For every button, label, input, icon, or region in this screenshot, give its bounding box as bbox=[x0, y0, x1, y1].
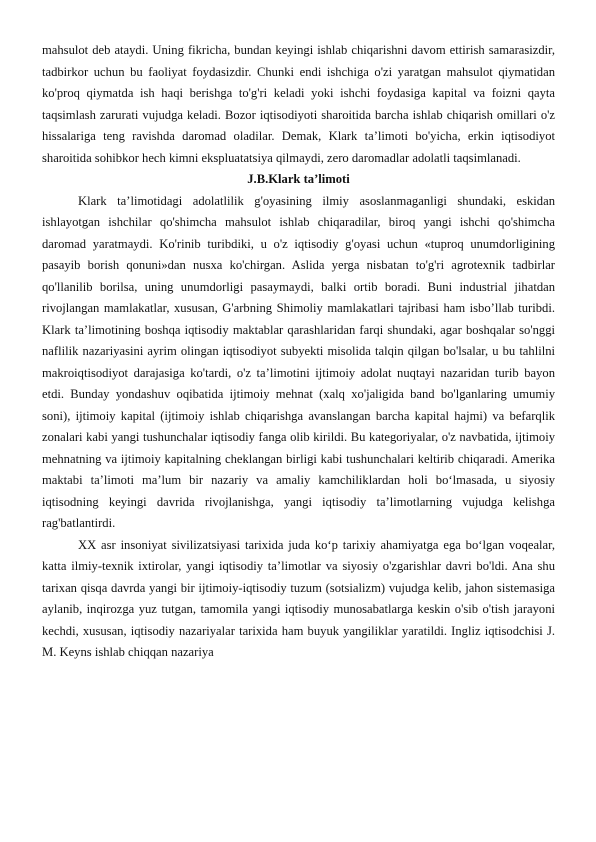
section-heading: J.B.Klark ta’limoti bbox=[247, 172, 350, 186]
paragraph-klark-critique: Klark ta’limotidagi adolatlilik g'oyasining ilmiy asoslanmaganligi shundaki, eskidan ishlayotgan ishchilar qo'shimcha mahsulot ishlab chiqaradilar, biroq yangi ishchi qo'shimcha daromad yaratmaydi. Ko'rinib turibdiki, u o'z iqtisodiy g'oyasi uchun «tuproq unumdorligining pasayib borish qonuni»dan nusxa ko'chirgan. Aslida yerga nisbatan to'g'ri agrotexnik tadbirlar qo'llanilib borilsa, uning unumdorligi pasaymaydi, balki ortib boradi. Buni industrial jihatdan rivojlangan mamlakatlar, xususan, G'arbning Shimoliy mamlakatlari tajribasi ham isbo’llab turibdi. Klark ta’limotining boshqa iqtisodiy maktablar qarashlaridan farqi shundaki, agar boshqalar so'nggi naflilik nazariyasini ayrim olingan iqtisodiyot subyekti misolida talqin qilgan bo'lsalar, u bu tahlilni makroiqtisodiyot darajasiga ko'tardi, o'z ta’limotini ijtimoiy adolat nuqtayi nazaridan turib bayon etdi. Bunday yondashuv oqibatida ijtimoiy mehnat (xalq xo'jaligida band bo'lganlaring umumiy soni), ijtimoiy kapital (ijtimoiy ishlab chiqarishga avanslangan barcha kapital hajmi) va befarqlik zonalari kabi yangi tushunchalar iqtisodiy fanga olib kirildi. Bu kategoriyalar, o'z navbatida, ijtimoiy mehnatning va ijtimoiy kapitalning cheklangan birligi kabi tushunchalari keltirib chiqaradi. Amerika maktabi ta’limoti ma’lum bir nazariy va amaliy kamchiliklardan holi bo‘lmasada, u siyosiy iqtisodning keyingi davrida rivojlanishga, yangi iqtisodiy ta’limotlarning vujudga kelishga rag'batlantirdi. bbox=[42, 193, 555, 530]
paragraph-twentieth-century: XX asr insoniyat sivilizatsiyasi tarixida juda ko‘p tarixiy ahamiyatga ega bo‘lgan voqealar, katta ilmiy-texnik ixtirolar, yangi iqtisodiy ta’limotlar va siyosiy o'zgarishlar davri bo'ldi. Ana shu tarixan qisqa davrda yangi bir ijtimoiy-iqtisodiy tuzum (sotsializm) vujudga kelib, jahon sistemasiga aylanib, inqirozga yuz tutgan, tamomila yangi iqtisodiy munosabatlarga keskin o'sib o'tish jarayoni kechdi, xususan, iqtisodiy nazariyalar tarixida ham buyuk yangiliklar yaratildi. Ingliz iqtisodchisi J. M. Keyns ishlab chiqqan nazariya bbox=[42, 537, 555, 659]
paragraph-continuation: mahsulot deb ataydi. Uning fikricha, bundan keyingi ishlab chiqarishni davom ettirish samarasizdir, tadbirkor uchun bu faoliyat foydasizdir. Chunki endi ishchiga o'zi yaratgan mahsulot qiymatidan ko'proq qiymatda ish haqi berishga to'g'ri keladi yoki ishchi foydasiga kapital va foizni qayta taqsimlash zarurati vujudga keladi. Bozor iqtisodiyoti sharoitida barcha ishlab chiqarish omillari o'z hissalariga teng ravishda daromad oladilar. Demak, Klark ta’limoti bo'yicha, erkin iqtisodiyot sharoitida sohibkor hech kimni ekspluatatsiya qilmaydi, zero daromadlar adolatli taqsimlanadi. bbox=[42, 43, 555, 165]
document-page bbox=[42, 40, 555, 664]
